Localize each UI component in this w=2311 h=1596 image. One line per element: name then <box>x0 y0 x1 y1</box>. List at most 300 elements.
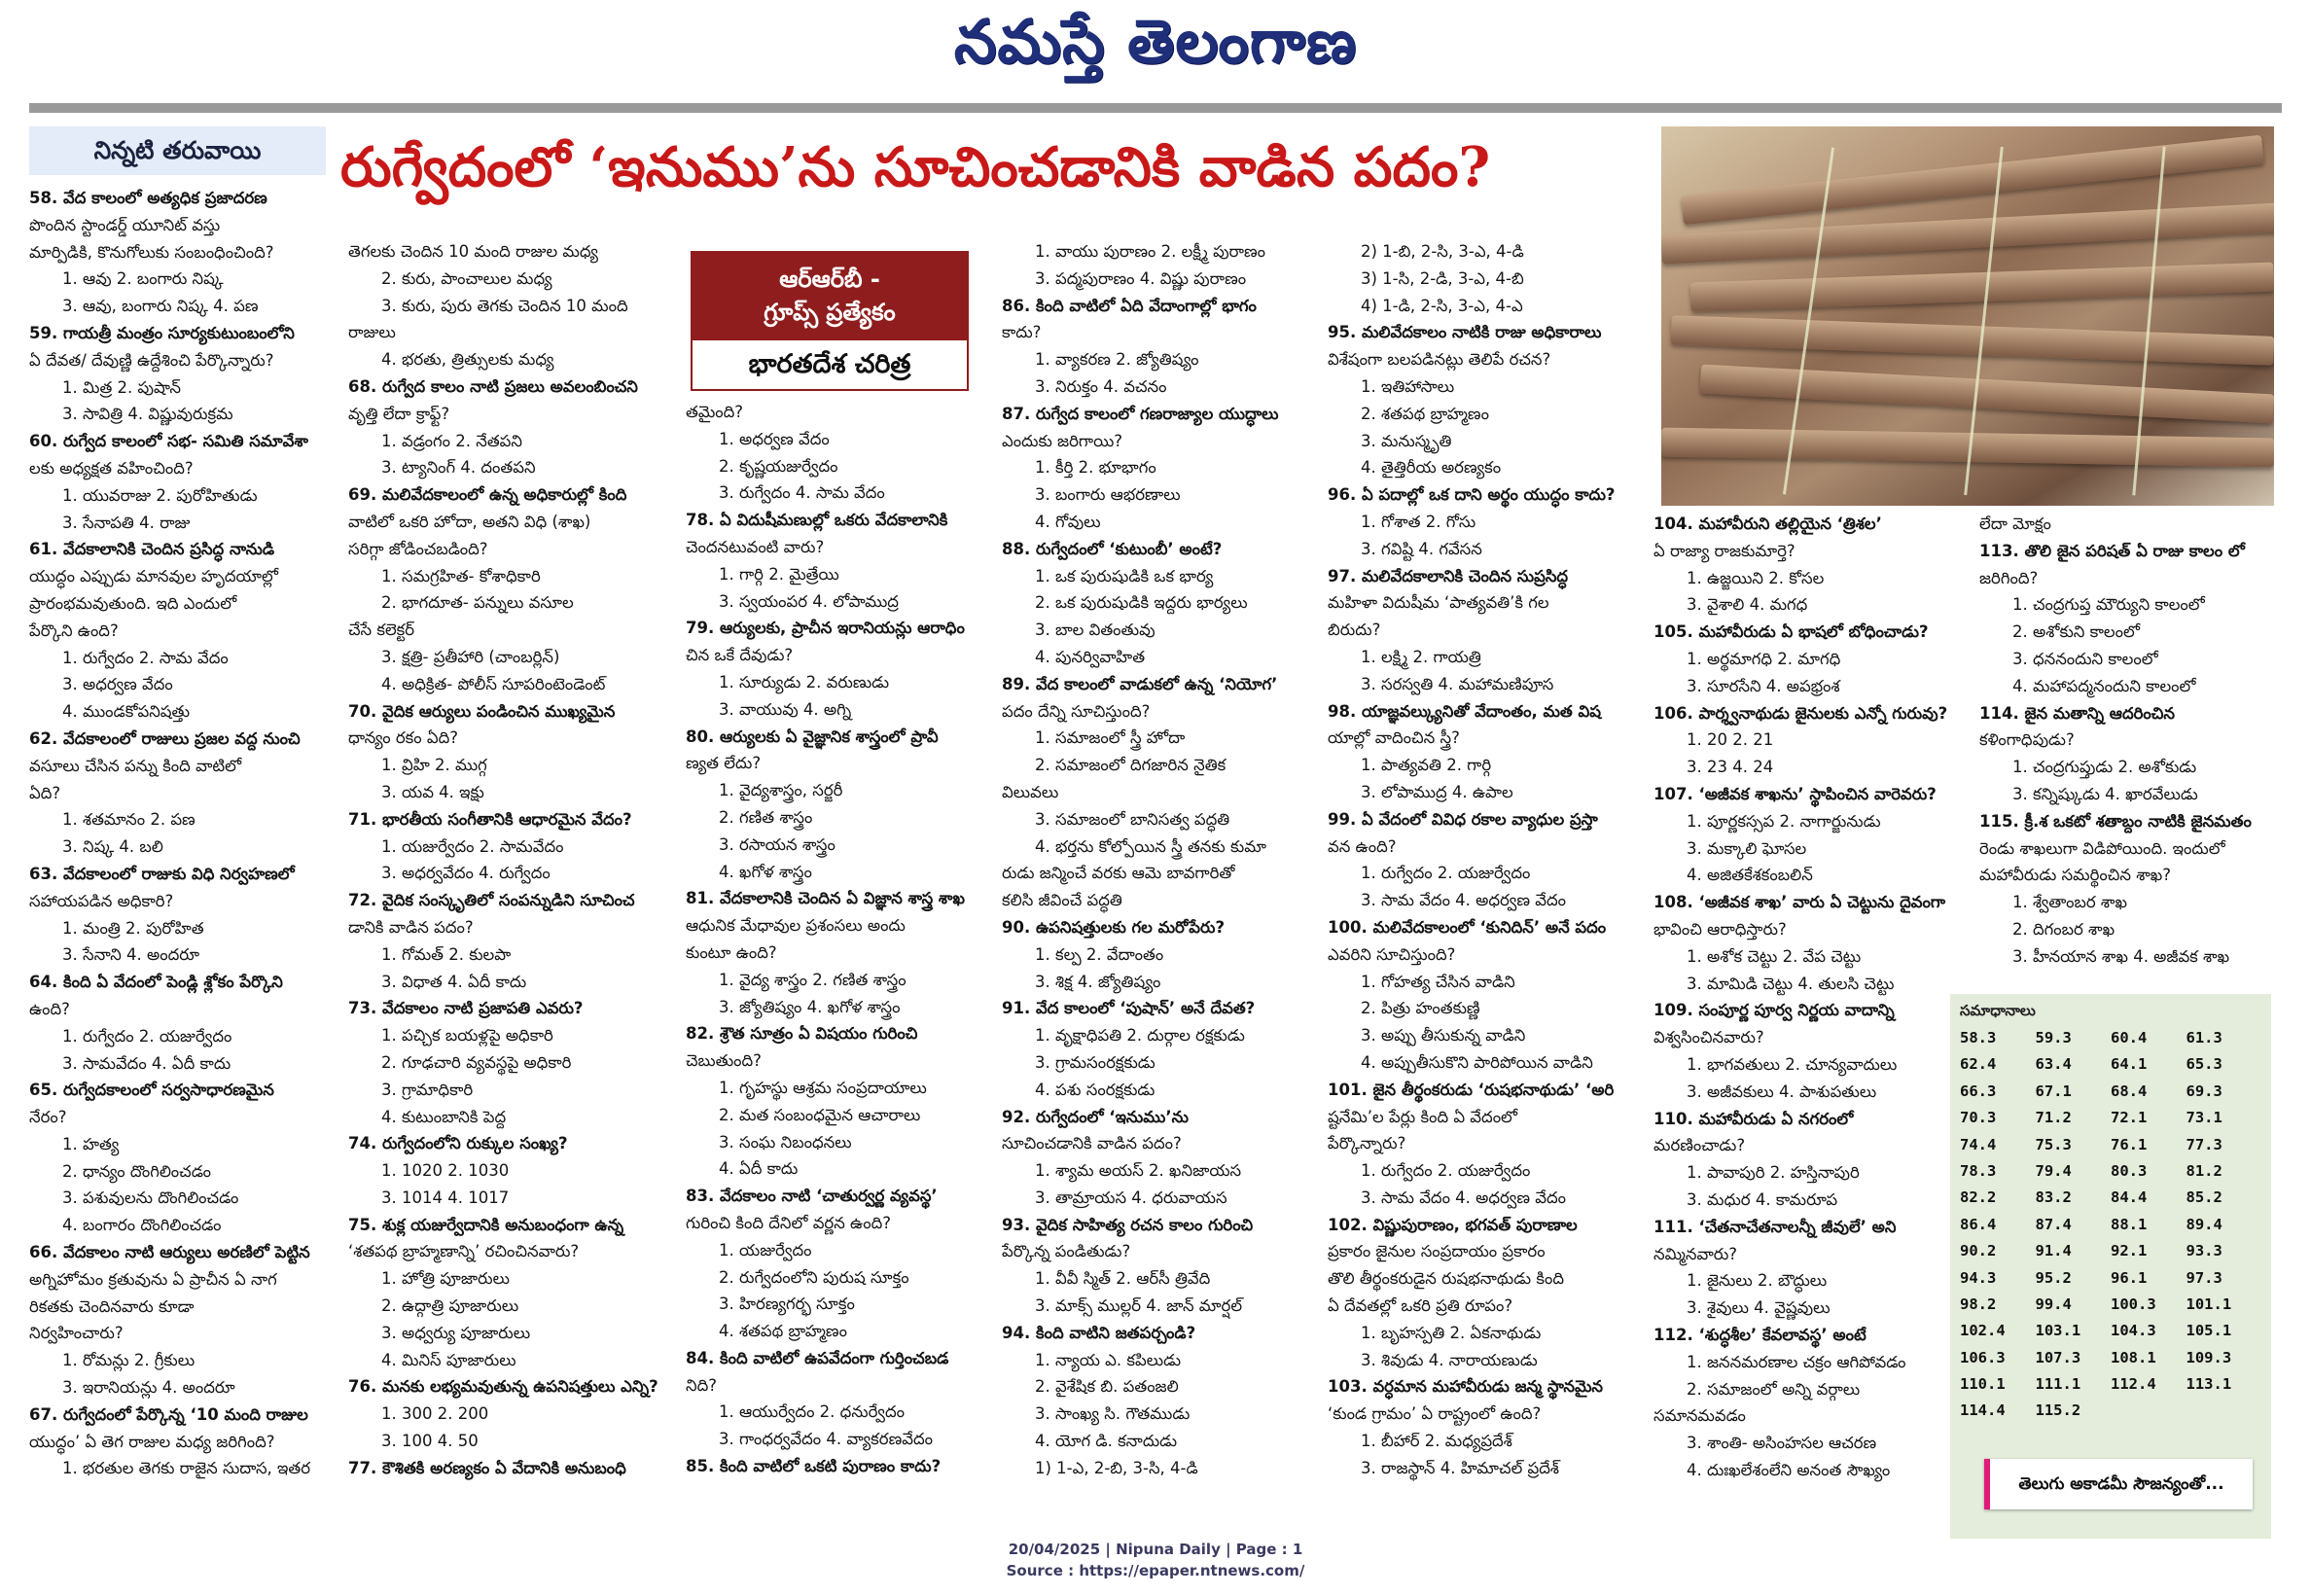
question-text-continued: ఎందుకు జరిగాయి? <box>1002 431 1123 450</box>
newspaper-logo: నమస్తే తెలంగాణ <box>953 6 1358 77</box>
answer-option: 3. ట్యానింగ్ 4. దంతపని <box>381 458 536 478</box>
question-text-continued: యుద్ధం’ ఏ తెగ రాజుల మధ్య జరిగింది? <box>29 1432 275 1451</box>
question-text: 75. శుక్ల యజుర్వేదానికి అనుబంధంగా ఉన్న <box>348 1215 624 1234</box>
answer-option: 1. మంత్రి 2. పురోహిత <box>62 918 204 938</box>
answer-key-entry: 106.3 <box>1960 1348 2006 1366</box>
answer-option: 1. చంద్రగుప్త మౌర్యుని కాలంలో <box>2012 595 2205 615</box>
question-text: 101. జైన తీర్థంకరుడు ‘రుషభనాథుడు’ ‘అరి <box>1328 1080 1615 1099</box>
answer-key-entry: 91.4 <box>2035 1242 2072 1260</box>
answer-option: 1. రుగ్వేదం 2. యజుర్వేదం <box>1361 1161 1531 1181</box>
answer-key-entry: 95.2 <box>2035 1268 2072 1287</box>
answer-key-entry: 114.4 <box>1960 1401 2006 1420</box>
question-text-continued: ఏ దేవత/ దేవుణ్ణి ఉద్దేశించి పేర్కొన్నారు? <box>29 350 274 370</box>
answer-key-entry: 93.3 <box>2186 1242 2222 1260</box>
answer-option: 4. మహాపద్మనందుని కాలంలో <box>2012 676 2196 695</box>
answer-option: 4. తైత్తిరీయ అరణ్యకం <box>1361 458 1502 478</box>
question-text-continued: వన ఉంది? <box>1328 836 1397 856</box>
answer-key-entry: 65.3 <box>2186 1055 2222 1074</box>
answer-option: 3. వైశాలి 4. మగధ <box>1687 595 1808 615</box>
answer-option: 1. జైనులు 2. బౌద్ధులు <box>1687 1271 1828 1291</box>
question-column-1 <box>29 185 336 1482</box>
answer-option: 1. బృహస్పతి 2. ఏకనాథుడు <box>1361 1323 1542 1342</box>
answer-option: 1. సమగ్రహిత- కోశాధికారి <box>381 566 541 585</box>
question-text-continued: ఏది? <box>29 783 61 802</box>
answer-option: 1. రుగ్వేదం 2. సామ వేదం <box>62 648 229 667</box>
answer-key-entry: 68.4 <box>2111 1082 2148 1100</box>
footer-source-line: Source : https://epaper.ntnews.com/ <box>1006 1562 1305 1579</box>
answer-option: 1. భాగవతులు 2. చూన్యవాదులు <box>1687 1054 1898 1074</box>
answer-key-entry: 58.3 <box>1960 1029 1997 1046</box>
question-text: 90. ఉపనిషత్తులకు గల మరోపేరు? <box>1002 917 1226 937</box>
answer-option: 1. పూర్ణకస్సప 2. నాగార్జునుడు <box>1687 811 1881 831</box>
answer-option: 4. ఏదీ కాదు <box>719 1159 799 1179</box>
answer-option: 2. భాగదూత- పన్నులు వసూల <box>381 593 574 613</box>
answer-key-entry: 73.1 <box>2186 1109 2222 1127</box>
question-text: 106. పార్శ్వనాథుడు జైనులకు ఎన్నో గురువు? <box>1653 703 1948 723</box>
question-text: 68. రుగ్వేద కాలం నాటి ప్రజలు అవలంబించని <box>348 376 638 396</box>
question-text: 64. కింది ఏ వేదంలో పెండ్లి శ్లోకం పేర్కొని <box>29 973 283 992</box>
answer-option: 3. హీనయాన శాఖ 4. అజీవక శాఖ <box>2012 946 2230 966</box>
answer-option: 1. వడ్రంగం 2. నేతపని <box>381 431 522 450</box>
answer-option: 1. గోమత్ 2. కులపా <box>381 944 512 964</box>
answer-key-box <box>1950 994 2271 1539</box>
answer-option: 2. మత సంబంధమైన ఆచారాలు <box>719 1105 921 1124</box>
answer-option: 1. ఆవు 2. బంగారు నిష్క <box>62 269 224 289</box>
answer-key-entry: 62.4 <box>1960 1055 1997 1074</box>
answer-option: 3. కన్నిష్కుడు 4. ఖారవేలుడు <box>2012 784 2198 803</box>
answer-option: 1. భరతుల తెగకు రాజైన సుదాస, ఇతర <box>62 1459 311 1478</box>
answer-option: 1. 1020 2. 1030 <box>381 1161 510 1181</box>
answer-key-entry: 74.4 <box>1960 1135 1997 1153</box>
answer-option: 1. హత్య <box>62 1134 120 1153</box>
page-footer <box>0 1539 2311 1581</box>
question-text-continued: రాజులు <box>348 323 396 342</box>
question-text: 113. తొలి జైన పరిషత్ ఏ రాజు కాలం లో <box>1979 541 2245 560</box>
answer-option: 4. భరతు, త్రిత్సులకు మధ్య <box>381 350 554 370</box>
answer-option: 3. ఆవు, బంగారు నిష్క 4. పణ <box>62 297 259 316</box>
answer-option: 1. వైద్యశాస్త్రం, సర్జరీ <box>719 781 843 800</box>
masthead <box>0 0 2311 92</box>
answer-key-entry: 88.1 <box>2111 1215 2148 1233</box>
answer-option: 1. రోమన్లు 2. గ్రీకులు <box>62 1351 196 1370</box>
question-text-continued: అగ్నిహోమం క్రతువును ఏ ప్రాచీన ఏ నాగ <box>29 1269 277 1289</box>
answer-option: 2. దిగంబర శాఖ <box>2012 919 2115 939</box>
answer-key-entry: 94.3 <box>1960 1268 1997 1287</box>
question-text-continued: నమ్మినవారు? <box>1653 1244 1738 1263</box>
subject-label: భారతదేశ చరిత్ర <box>691 340 969 391</box>
question-text-continued: పేర్కొని ఉంది? <box>29 621 119 640</box>
question-text: 87. రుగ్వేద కాలంలో గణరాజ్యాల యుద్ధాలు <box>1002 404 1279 423</box>
question-text: 89. వేద కాలంలో వాడుకలో ఉన్న ‘నియోగ’ <box>1002 674 1278 693</box>
answer-key-entry: 90.2 <box>1960 1242 1997 1260</box>
answer-option: 4. పునర్వివాహిత <box>1035 647 1146 666</box>
answer-option: 2. కురు, పాంచాలుల మధ్య <box>381 268 552 288</box>
question-text: 103. వర్ధమాన మహావీరుడు జన్మ స్థానమైన <box>1328 1377 1603 1397</box>
answer-option: 3. అధ్వర్యు పూజారులు <box>381 1323 531 1342</box>
answer-option: 3. గవిష్టి 4. గవేసన <box>1361 539 1482 558</box>
question-text: 74. రుగ్వేదంలోని రుక్కుల సంఖ్య? <box>348 1134 568 1153</box>
answer-key-entry: 78.3 <box>1960 1161 1997 1180</box>
answer-key-entry: 60.4 <box>2111 1029 2148 1046</box>
question-text: 111. ‘చేతనాచేతనాలన్నీ జీవులే’ అని <box>1653 1217 1897 1236</box>
answer-option: 3. బంగారు ఆభరణాలు <box>1035 485 1181 505</box>
answer-option: 1. హోత్రి పూజారులు <box>381 1269 510 1289</box>
question-text-continued: మార్పిడికి, కొనుగోలుకు సంబంధించింది? <box>29 242 274 262</box>
answer-option: 2. సమాజంలో దిగజారిన నైతిక <box>1035 756 1227 775</box>
answer-option: 1. లక్ష్మి 2. గాయత్రి <box>1361 647 1481 666</box>
answer-option: 3. నిరుక్తం 4. వచనం <box>1035 376 1167 396</box>
answer-option: 1. యువరాజు 2. పురోహితుడు <box>62 485 258 505</box>
continued-from-yesterday-label: నిన్నటి తరువాయి <box>29 126 326 175</box>
answer-option: 3. సేనాని 4. అందరూ <box>62 945 200 965</box>
question-text: 67. రుగ్వేదంలో పేర్కొన్న ‘10 మంది రాజుల <box>29 1404 308 1424</box>
answer-option: 1. శ్వేతాంబర శాఖ <box>2012 893 2127 912</box>
question-text: 59. గాయత్రీ మంత్రం సూర్యకుటుంబంలోని <box>29 323 295 342</box>
question-text: 80. ఆర్యులకు ఏ వైజ్ఞానిక శాస్త్రంలో ప్రావీ <box>686 727 939 746</box>
telugu-academy-credit: తెలుగు అకాడమీ సౌజన్యంతో... <box>1984 1459 2253 1509</box>
answer-option: 3. విధాత 4. ఏదీ కాదు <box>381 972 527 991</box>
question-text-continued: కలిసి జీవించే పద్ధతి <box>1002 891 1122 910</box>
answer-key-entry: 109.3 <box>2186 1348 2232 1366</box>
question-text-continued: ఆధునిక మేధావుల ప్రశంసలు అందు <box>686 916 906 936</box>
question-text: 81. వేదకాలానికి చెందిన ఏ విజ్ఞాన శాస్త్ర శాఖ <box>686 889 965 908</box>
question-text-continued: భావించి ఆరాధిస్తారు? <box>1653 919 1787 939</box>
answer-option: 1. యజుర్వేదం <box>719 1240 812 1259</box>
answer-option: 1. పాత్యవతి 2. గార్గి <box>1361 756 1492 775</box>
answer-option: 1. యజుర్వేదం 2. సామవేదం <box>381 836 564 856</box>
question-text-continued: ప్రారంభమవుతుంది. ఇది ఎందులో <box>29 593 237 613</box>
answer-option: 3. ఇరానియన్లు 4. అందరూ <box>62 1378 235 1398</box>
headline: రుగ్వేదంలో ‘ఇనుము’ను సూచించడానికి వాడిన పదం? <box>340 135 1491 199</box>
answer-option: 4) 1-డి, 2-సి, 3-ఎ, 4-ఎ <box>1361 296 1523 315</box>
answer-option: 4. కుటుంబానికి పెద్ద <box>381 1107 507 1126</box>
answer-option: 1. ఒక పురుషుడికి ఒక భార్య <box>1035 566 1214 585</box>
answer-option: 4. పశు సంరక్షకుడు <box>1035 1080 1156 1099</box>
badge-line-2: గ్రూప్స్ ప్రత్యేకం <box>764 299 896 326</box>
question-text: 88. రుగ్వేదంలో ‘కుటుంబీ’ అంటే? <box>1002 539 1223 558</box>
question-text: 109. సంపూర్ణ పూర్వ నిర్ణయ వాదాన్ని <box>1653 1001 1895 1020</box>
answer-key-entry: 64.1 <box>2111 1055 2148 1074</box>
answer-option: 2. గణిత శాస్త్రం <box>719 807 813 827</box>
question-text-continued: డానికి వాడిన పదం? <box>348 917 474 937</box>
answer-option: 3. శిక్ష 4. జ్యోతిష్యం <box>1035 972 1161 991</box>
answer-key-entry: 107.3 <box>2035 1348 2081 1366</box>
question-text-continued: లేదా మోక్షం <box>1979 514 2051 533</box>
answer-option: 3. గ్రామాధికారి <box>381 1080 474 1099</box>
answer-key-entry: 69.3 <box>2186 1082 2222 1100</box>
question-text-continued: ప్రకారం జైనుల సంప్రదాయం ప్రకారం <box>1328 1242 1546 1261</box>
answer-option: 2. అశోకుని కాలంలో <box>2012 622 2140 642</box>
answer-option: 1. 300 2. 200 <box>381 1404 489 1424</box>
answer-key-entry: 77.3 <box>2186 1135 2222 1153</box>
question-text: 72. వైదిక సంస్కృతిలో సంపన్నుడిని సూచించ <box>348 891 635 910</box>
answer-option: 3. సమాజంలో బానిసత్వ పద్ధతి <box>1035 809 1230 829</box>
answer-key-entry: 97.3 <box>2186 1268 2222 1287</box>
answer-option: 1. ఆయుర్వేదం 2. ధనుర్వేదం <box>719 1402 905 1422</box>
answer-key-entry: 80.3 <box>2111 1161 2148 1180</box>
answer-option: 1. కీర్తి 2. భూభాగం <box>1035 458 1156 478</box>
answer-option: 3. శైవులు 4. వైష్ణవులు <box>1687 1298 1831 1318</box>
question-text: 79. ఆర్యులకు, ప్రాచీన ఇరానియన్లు ఆరాధిం <box>686 619 965 638</box>
question-text-continued: చెందనటువంటి వారు? <box>686 537 825 556</box>
question-text: 105. మహావీరుడు ఏ భాషలో బోధించాడు? <box>1653 622 1929 642</box>
answer-option: 3. మధుర 4. కామరూప <box>1687 1189 1838 1209</box>
answer-option: 3. సావిత్రి 4. విష్ణువురుక్రమ <box>62 405 233 424</box>
answer-option: 2. వైశేషిక బి. పతంజలి <box>1035 1377 1179 1397</box>
question-text-continued: రికతకు చెందినవారు కూడా <box>29 1296 195 1316</box>
answer-key-entry: 92.1 <box>2111 1242 2148 1260</box>
question-text-continued: లకు అధ్యక్షత వహించింది? <box>29 458 194 478</box>
question-text-continued: చిన ఒకే దేవుడు? <box>686 646 794 665</box>
answer-option: 1) 1-ఎ, 2-బి, 3-సి, 4-డి <box>1035 1458 1198 1477</box>
answer-option: 1. రుగ్వేదం 2. యజుర్వేదం <box>1361 864 1531 883</box>
answer-option: 3. క్షత్రి- ప్రతీహారి (చాంబర్లిన్) <box>381 647 560 666</box>
answer-key-entry: 113.1 <box>2186 1375 2232 1394</box>
answer-option: 4. అధిక్రిత- పోలీస్ సూపరింటెండెంట్ <box>381 674 606 693</box>
question-text-continued: ‘కుండ గ్రామం’ ఏ రాష్ట్రంలో ఉంది? <box>1328 1404 1542 1424</box>
answer-option: 1. గృహస్థు ఆశ్రమ సంప్రదాయాలు <box>719 1078 927 1097</box>
answer-option: 4. మినిస్ పూజారులు <box>381 1350 516 1369</box>
answer-key-grid <box>1960 1027 2261 1421</box>
answer-option: 3. వాయువు 4. అగ్ని <box>719 699 852 719</box>
question-text: 58. వేద కాలంలో అత్యధిక ప్రజాదరణ <box>29 189 267 207</box>
answer-option: 3. సూరసేని 4. అపభ్రంశ <box>1687 676 1840 695</box>
question-text-continued: నేరం? <box>29 1108 67 1127</box>
question-text: 60. రుగ్వేద కాలంలో సభ- సమితి సమావేశా <box>29 432 308 451</box>
answer-option: 1. గార్గి 2. మైత్రేయి <box>719 564 839 584</box>
question-text-continued: కాదు? <box>1002 323 1042 342</box>
answer-option: 1. సూర్యుడు 2. వరుణుడు <box>719 672 890 692</box>
answer-option: 1. వృక్షాధిపతి 2. దుర్గాల రక్షకుడు <box>1035 1026 1245 1046</box>
answer-key-entry: 82.2 <box>1960 1188 1997 1207</box>
answer-option: 4. ముండకోపనిషత్తు <box>62 702 191 722</box>
question-text: 108. ‘అజీవక శాఖ’ వారు ఏ చెట్టును దైవంగా <box>1653 893 1946 912</box>
answer-key-entry: 111.1 <box>2035 1375 2081 1394</box>
answer-option: 3. మామిడి చెట్టు 4. తులసి చెట్టు <box>1687 974 1895 993</box>
answer-key-entry: 63.4 <box>2035 1055 2072 1074</box>
answer-option: 3. సంఘ నిబంధనలు <box>719 1132 852 1152</box>
answer-option: 4. శతపథ బ్రాహ్మణం <box>719 1322 847 1341</box>
answer-option: 3. పద్మపురాణం 4. విష్ణు పురాణం <box>1035 268 1247 288</box>
answer-key-entry: 99.4 <box>2035 1295 2072 1313</box>
question-text-continued: సమానమవడం <box>1653 1406 1746 1426</box>
answer-option: 3. తామ్రాయస 4. ధరువాయస <box>1035 1188 1227 1207</box>
answer-option: 3. బాల వితంతువు <box>1035 621 1156 640</box>
question-text-continued: పదం దేన్ని సూచిస్తుంది? <box>1002 701 1151 721</box>
answer-option: 3. సేనాపతి 4. రాజు <box>62 513 191 532</box>
question-text-continued: సూచించడానికి వాడిన పదం? <box>1002 1134 1182 1153</box>
answer-key-entry: 98.2 <box>1960 1295 1997 1313</box>
question-text-continued: వసూలు చేసిన పన్ను కింది వాటిలో <box>29 756 242 775</box>
answer-option: 3. 100 4. 50 <box>381 1432 479 1451</box>
answer-option: 3. మక్కాలి ఘోసల <box>1687 838 1807 858</box>
answer-option: 1. రుగ్వేదం 2. యజుర్వేదం <box>62 1026 232 1046</box>
question-text-continued: ఎవరిని సూచిస్తుంది? <box>1328 944 1456 964</box>
question-text: 85. కింది వాటిలో ఒకటి పురాణం కాదు? <box>686 1457 942 1476</box>
answer-option: 3. సామవేదం 4. ఏదీ కాదు <box>62 1053 231 1073</box>
question-text-continued: ఏ దేవతల్లో ఒకరి ప్రతి రూపం? <box>1328 1296 1513 1316</box>
question-text-continued: సహాయపడిన అధికారి? <box>29 891 174 910</box>
answer-option: 4. ఖగోళ శాస్త్రం <box>719 862 812 881</box>
answer-key-entry: 72.1 <box>2111 1109 2148 1127</box>
answer-key-entry: 86.4 <box>1960 1215 1997 1233</box>
question-text-continued: మహావీరుడు సమర్థించిన శాఖ? <box>1979 866 2171 885</box>
answer-option: 1. అర్థమాగధి 2. మాగధి <box>1687 649 1841 668</box>
question-text-continued: కళింగాధిపుడు? <box>1979 730 2075 750</box>
answer-key-entry: 75.3 <box>2035 1135 2072 1153</box>
answer-key-entry: 81.2 <box>2186 1161 2222 1180</box>
answer-option: 2. పిత్రు హంతకుణ్ణి <box>1361 999 1480 1018</box>
question-text: 110. మహావీరుడు ఏ నగరంలో <box>1653 1109 1854 1128</box>
question-text: 65. రుగ్వేదకాలంలో సర్వసాధారణమైన <box>29 1081 274 1100</box>
question-text-continued: ష్టనేమి’ల పేర్లు కింది ఏ వేదంలో <box>1328 1107 1518 1126</box>
question-text: 77. కౌశితకి అరణ్యకం ఏ వేదానికి అనుబంధి <box>348 1458 626 1477</box>
answer-option: 1. సమాజంలో స్త్రీ హోదా <box>1035 728 1186 748</box>
answer-key-entry: 66.3 <box>1960 1082 1997 1100</box>
question-text-continued: నిది? <box>686 1375 717 1395</box>
question-text: 99. ఏ వేదంలో వివిధ రకాల వ్యాధుల ప్రస్తా <box>1328 809 1598 829</box>
answer-option: 3. లోపాముద్ర 4. ఉపాల <box>1361 782 1513 801</box>
question-text: 70. వైదిక ఆర్యులు పండించిన ముఖ్యమైన <box>348 701 616 721</box>
question-text: 94. కింది వాటిని జతపర్చండి? <box>1002 1323 1196 1342</box>
answer-option: 2. శతపథ బ్రాహ్మణం <box>1361 404 1489 423</box>
answer-option: 3. శాంతి- అసింహసల ఆచరణ <box>1687 1434 1877 1453</box>
question-text-continued: పేర్కొన్న పండితుడు? <box>1002 1242 1131 1261</box>
answer-option: 2) 1-బి, 2-సి, 3-ఎ, 4-డి <box>1361 242 1524 261</box>
answer-option: 1. అశోక చెట్టు 2. వేప చెట్టు <box>1687 946 1862 966</box>
answer-key-entry: 79.4 <box>2035 1161 2072 1180</box>
question-text-continued: వృత్తి లేదా క్రాఫ్ట్? <box>348 404 450 423</box>
question-text-continued: తెగలకు చెందిన 10 మంది రాజుల మధ్య <box>348 242 598 261</box>
answer-key-entry: 103.1 <box>2035 1322 2081 1340</box>
answer-option: 1. వ్యాకరణ 2. జ్యోతిష్యం <box>1035 350 1199 370</box>
question-text: 66. వేదకాలం నాటి ఆర్యులు అరణిలో పెట్టిన <box>29 1243 310 1262</box>
answer-option: 2. ఉద్గాత్రి పూజారులు <box>381 1296 519 1316</box>
question-text: 78. ఏ విదుషీమణుల్లో ఒకరు వేదకాలానికి <box>686 511 948 530</box>
answer-key-entry: 102.4 <box>1960 1322 2006 1340</box>
question-text: 98. యాజ్ఞవల్క్యునితో వేదాంతం, మత విష <box>1328 701 1601 721</box>
question-text-continued: గురించి కింది దేనిలో వర్ణన ఉంది? <box>686 1213 891 1232</box>
answer-option: 2. కృష్ణయజుర్వేదం <box>719 456 838 476</box>
question-text-continued: తమైంది? <box>686 403 744 421</box>
answer-option: 2. గూఢచారి వ్యవస్థపై అధికారి <box>381 1052 572 1072</box>
answer-key-entry: 85.2 <box>2186 1188 2222 1207</box>
palm-leaf-manuscripts-photo <box>1661 126 2274 506</box>
answer-key-entry: 70.3 <box>1960 1109 1997 1127</box>
question-text: 91. వేద కాలంలో ‘పుషాన్’ అనే దేవత? <box>1002 999 1256 1018</box>
question-text: 69. మలివేదకాలంలో ఉన్న అధికారుల్లో కింది <box>348 485 627 505</box>
answer-option: 2. ధాన్యం దొంగిలించడం <box>62 1161 212 1181</box>
answer-option: 4. గోవులు <box>1035 512 1101 531</box>
answer-option: 4. దుఃఖలేశంలేని అనంత సౌఖ్యం <box>1687 1460 1891 1479</box>
answer-option: 3. కురు, పురు తెగకు చెందిన 10 మంది <box>381 296 628 315</box>
answer-key-entry: 115.2 <box>2035 1401 2081 1420</box>
answer-option: 1. గోశాత 2. గోసు <box>1361 512 1476 531</box>
answer-option: 2. రుగ్వేదంలోని పురుష సూక్తం <box>719 1267 909 1287</box>
question-text-continued: విలువలు <box>1002 782 1059 801</box>
question-text: 83. వేదకాలం నాటి ‘చాతుర్వర్ణ వ్యవస్థ’ <box>686 1187 938 1206</box>
answer-option: 1. శ్యామ అయస్ 2. ఖనిజాయస <box>1035 1161 1242 1181</box>
answer-option: 2. సమాజంలో అన్ని వర్గాలు <box>1687 1379 1861 1399</box>
answer-option: 3. అప్పు తీసుకున్న వాడిని <box>1361 1026 1526 1046</box>
answer-option: 4. అప్పుతీసుకొని పారిపోయిన వాడిని <box>1361 1052 1593 1072</box>
question-text-continued: బిరుదు? <box>1328 621 1381 640</box>
question-text: 97. మలివేదకాలానికి చెందిన సుప్రసిద్ధ <box>1328 566 1569 585</box>
question-text: 104. మహావీరుని తల్లియైన ‘త్రిశల’ <box>1653 514 1882 533</box>
answer-option: 3. ధననందుని కాలంలో <box>2012 649 2158 668</box>
answer-option: 3. యవ 4. ఇక్షు <box>381 782 484 801</box>
answer-option: 1. వీవీ స్మిత్ 2. ఆర్‌సీ త్రివేది <box>1035 1269 1211 1289</box>
question-text: 114. జైన మతాన్ని ఆదరించిన <box>1979 703 2175 723</box>
answer-option: 4. అజితకేశకంబలిన్ <box>1687 866 1813 885</box>
answer-option: 1. వాయు పురాణం 2. లక్ష్మీ పురాణం <box>1035 242 1266 261</box>
answer-option: 1. ఇతిహాసాలు <box>1361 376 1455 396</box>
answer-key-entry: 61.3 <box>2186 1029 2222 1046</box>
answer-option: 3. సరస్వతి 4. మహామణిపూస <box>1361 674 1554 693</box>
question-text-continued: పొందిన స్టాండర్డ్ యూనిట్ వస్తు <box>29 215 221 234</box>
answer-option: 1. పావాపురి 2. హస్తినాపురి <box>1687 1163 1860 1183</box>
answer-option: 3) 1-సి, 2-డి, 3-ఎ, 4-బి <box>1361 268 1524 288</box>
answer-option: 1. పచ్చిక బయళ్లపై అధికారి <box>381 1026 553 1046</box>
question-text-continued: వాటిలో ఒకరి హోదా, అతని విధి (శాఖ) <box>348 512 591 531</box>
answer-option: 1. గోహత్య చేసిన వాడిని <box>1361 972 1515 991</box>
question-text-continued: ణ్యత లేదు? <box>686 754 762 773</box>
question-text: 115. క్రీ.శ ఒకటో శతాబ్దం నాటికి జైనమతం <box>1979 811 2252 831</box>
question-text-continued: తొలి తీర్థంకరుడైన రుషభనాథుడు కింది <box>1328 1269 1564 1289</box>
answer-option: 3. రసాయన శాస్త్రం <box>719 834 836 854</box>
answer-option: 3. శివుడు 4. నారాయణుడు <box>1361 1350 1538 1369</box>
question-text-continued: యాల్లో వాదించిన స్త్రీ? <box>1328 728 1460 748</box>
answer-key-entry: 108.1 <box>2111 1348 2156 1366</box>
answer-key-entry: 100.3 <box>2111 1295 2156 1313</box>
question-text-continued: మరణించాడు? <box>1653 1136 1746 1155</box>
question-text-continued: ‘శతపథ బ్రాహ్మణాన్ని’ రచించినవారు? <box>348 1242 580 1261</box>
question-text: 61. వేదకాలానికి చెందిన ప్రసిద్ధ నానుడి <box>29 540 275 559</box>
answer-option: 1. కల్ప 2. వేదాంతం <box>1035 944 1164 964</box>
header-divider <box>29 103 2282 113</box>
question-text: 82. శ్రౌత సూత్రం ఏ విషయం గురించి <box>686 1024 918 1044</box>
question-text-continued: జరిగింది? <box>1979 568 2039 587</box>
question-text-continued: ఏ రాజ్యా రాజకుమార్తె? <box>1653 541 1795 560</box>
question-column-7 <box>1979 511 2281 971</box>
answer-key-entry: 83.2 <box>2035 1188 2072 1207</box>
question-text-continued: విశేషంగా బలపడినట్లు తెలిపే రచన? <box>1328 350 1551 370</box>
question-text-continued: సరిగ్గా జోడించబడింది? <box>348 539 488 558</box>
answer-option: 1. మిత్ర 2. పుషాన్ <box>62 377 181 397</box>
question-text-continued: కుంటూ ఉంది? <box>686 942 777 962</box>
question-text-continued: పేర్కొన్నారు? <box>1328 1134 1406 1153</box>
question-text-continued: విశ్వసించినవారు? <box>1653 1028 1764 1047</box>
question-text-continued: చెబుతుంది? <box>686 1051 762 1071</box>
answer-option: 3. 23 4. 24 <box>1687 758 1774 777</box>
question-text-continued: చేసే కలెక్టర్ <box>348 621 415 640</box>
answer-option: 3. పశువులను దొంగిలించడం <box>62 1188 239 1208</box>
question-text: 102. విష్ణుపురాణం, భగవత్ పురాణాల <box>1328 1215 1578 1234</box>
answer-key-entry: 112.4 <box>2111 1375 2156 1394</box>
answer-key-entry: 67.1 <box>2035 1082 2072 1100</box>
footer-date-line: 20/04/2025 | Nipuna Daily | Page : 1 <box>1008 1541 1303 1558</box>
question-text: 71. భారతీయ సంగీతానికి ఆధారమైన వేదం? <box>348 809 632 829</box>
question-text: 62. వేదకాలంలో రాజులు ప్రజల వద్ద నుంచి <box>29 728 301 748</box>
answer-option: 3. జ్యోతిష్యం 4. ఖగోళ శాస్త్రం <box>719 997 901 1016</box>
answer-option: 3. సాంఖ్య సి. గౌతముడు <box>1035 1404 1191 1424</box>
answer-option: 3. మాక్స్ ముల్లర్ 4. జాన్ మార్షల్ <box>1035 1296 1243 1316</box>
question-text-continued: మహిళా విదుషీమ ‘పాత్యవతి’కి గల <box>1328 593 1549 613</box>
answer-option: 1. వ్రిహి 2. ముగ్గ <box>381 756 487 775</box>
answer-option: 1. శతమానం 2. పణ <box>62 810 196 830</box>
answer-key-entry: 59.3 <box>2035 1029 2072 1046</box>
question-text-continued: ధాన్యం రకం ఏది? <box>348 728 459 748</box>
